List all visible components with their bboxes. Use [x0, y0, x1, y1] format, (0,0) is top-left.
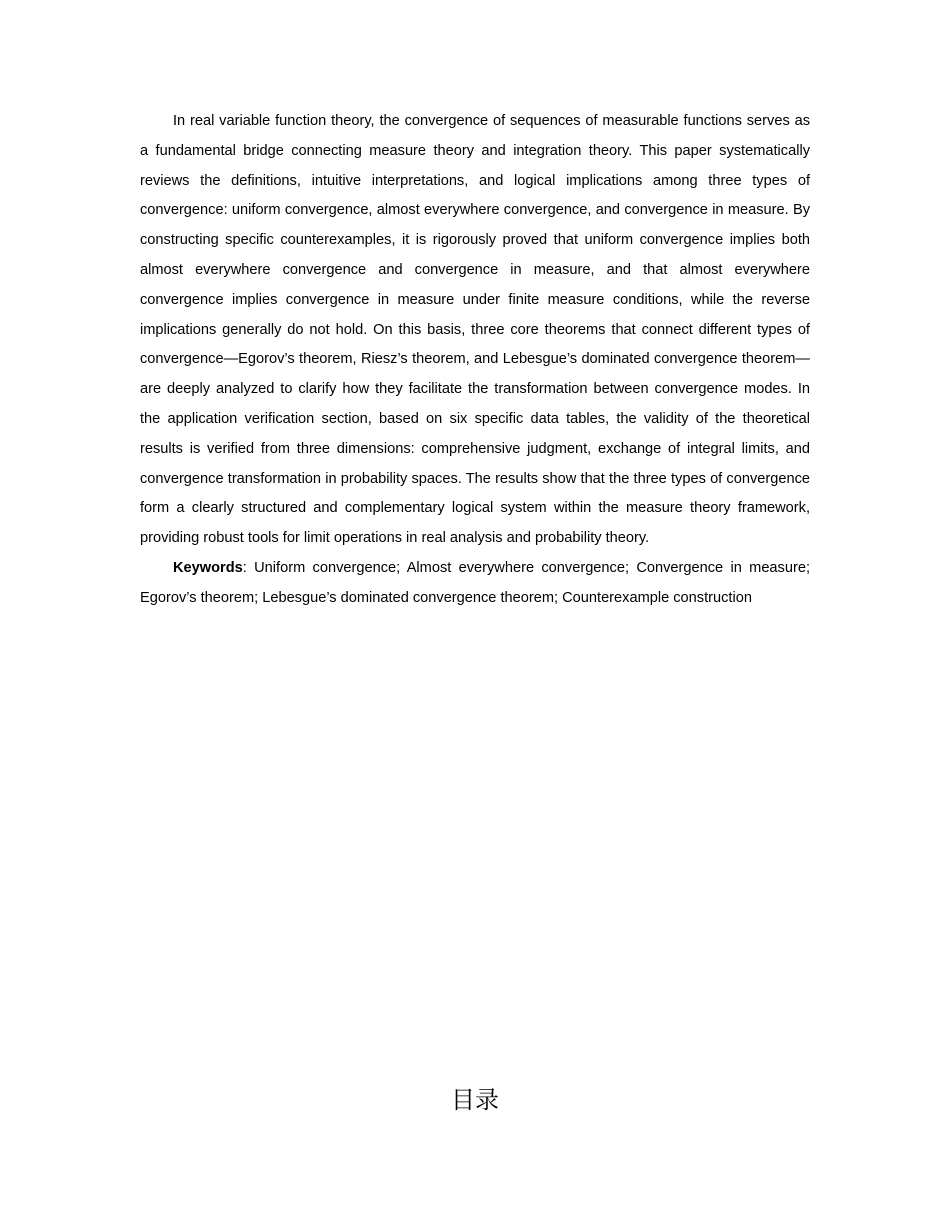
abstract-paragraph: In real variable function theory, the convergence of sequences of measurable functions serves as a fundamental bridge connecting measure theory and integration theory. This paper systematically reviews the definitions, intuitive interpretations, and logical implications among three types of convergence: uniform convergence, almost everywhere convergence, and convergence in measure. By constructing specific counterexamples, it is rigorously proved that uniform convergence implies both almost everywhere convergence and convergence in measure, and that almost everywhere convergence implies convergence in measure under finite measure conditions, while the reverse implications generally do not hold. On this basis, three core theorems that connect different types of convergence—Egorov’s theorem, Riesz’s theorem, and Lebesgue’s dominated convergence theorem—are deeply analyzed to clarify how they facilitate the transformation between convergence modes. In the application verification section, based on six specific data tables, the validity of the theoretical results is verified from three dimensions: comprehensive judgment, exchange of integral limits, and convergence transformation in probability spaces. The results show that the three types of convergence form a clearly structured and complementary logical system within the measure theory framework, providing robust tools for limit operations in real analysis and probability theory. [140, 113, 810, 547]
abstract-section [140, 107, 810, 614]
keywords-label: Keywords [173, 559, 243, 576]
table-of-contents-title: 目录 [451, 1086, 499, 1114]
keywords-list: : Uniform convergence; Almost everywhere convergence; Convergence in measure; Egorov’s theorem; Lebesgue’s dominated convergence theorem; Counterexample construction [140, 559, 810, 606]
keywords-paragraph [140, 554, 810, 614]
